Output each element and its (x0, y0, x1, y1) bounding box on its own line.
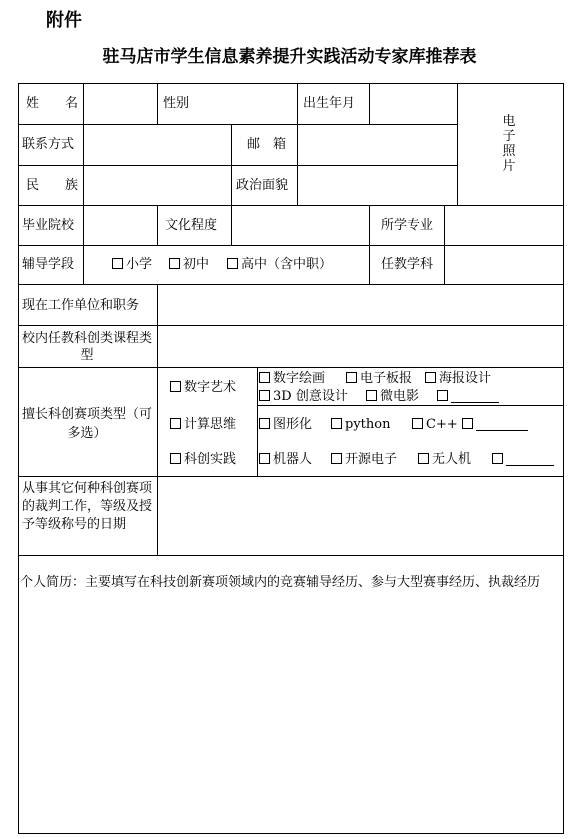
option-drone[interactable]: 无人机 (418, 451, 471, 468)
stage-option-senior[interactable]: 高中（含中职） (227, 256, 332, 273)
option-robot[interactable]: 机器人 (259, 451, 312, 468)
checkbox-icon (259, 453, 270, 464)
option-graphical[interactable]: 图形化 (259, 416, 312, 433)
school-field[interactable] (84, 206, 157, 245)
education-label: 文化程度 (165, 218, 218, 233)
checkbox-icon (169, 258, 180, 269)
name-label: 姓 名 (26, 96, 79, 111)
gender-field[interactable] (232, 84, 297, 124)
stage-label: 辅导学段 (22, 257, 75, 272)
checkbox-icon (170, 453, 181, 464)
checkbox-icon (331, 453, 342, 464)
option-other-coding[interactable] (462, 416, 528, 433)
major-field[interactable] (445, 206, 563, 245)
form-title: 驻马店市学生信息素养提升实践活动专家库推荐表 (102, 47, 477, 67)
checkbox-icon (227, 258, 238, 269)
checkbox-icon (331, 418, 342, 429)
name-field[interactable] (84, 84, 157, 124)
checkbox-icon (412, 418, 423, 429)
work-label: 现在工作单位和职务 (22, 298, 140, 313)
option-digital-painting[interactable]: 数字绘画 (259, 370, 325, 387)
work-field[interactable] (158, 285, 563, 325)
political-field[interactable] (298, 166, 457, 205)
email-field[interactable] (298, 125, 457, 165)
birth-field[interactable] (370, 84, 457, 124)
email-label: 邮 箱 (247, 137, 287, 152)
checkbox-icon (462, 418, 473, 429)
ethnicity-field[interactable] (84, 166, 231, 205)
checkbox-icon (112, 258, 123, 269)
attachment-label: 附件 (46, 10, 82, 31)
checkbox-icon (425, 372, 436, 383)
checkbox-icon (259, 418, 270, 429)
gender-label: 性别 (163, 96, 190, 111)
resume-label: 个人简历：主要填写在科技创新赛项领域内的竞赛辅导经历、参与大型赛事经历、执裁经历 (20, 575, 541, 590)
category-sci-practice[interactable]: 科创实践 (170, 451, 236, 468)
blank-line[interactable] (506, 465, 554, 466)
subject-label: 任教学科 (381, 257, 434, 272)
course-field[interactable] (158, 326, 563, 367)
political-label: 政治面貌 (236, 178, 289, 193)
blank-line[interactable] (476, 430, 528, 431)
checkbox-icon (366, 390, 377, 401)
judge-field[interactable] (158, 477, 563, 555)
option-other-practice[interactable] (492, 451, 554, 468)
option-3d-design[interactable]: 3D 创意设计 (259, 388, 348, 405)
option-e-newspaper[interactable]: 电子板报 (346, 370, 412, 387)
option-cpp[interactable]: C++ (412, 416, 458, 433)
birth-label: 出生年月 (303, 96, 356, 111)
checkbox-icon (346, 372, 357, 383)
course-label: 校内任教科创类课程类型 (22, 331, 153, 363)
checkbox-icon (492, 453, 503, 464)
category-digital-art[interactable]: 数字艺术 (170, 379, 236, 396)
specialty-label: 擅长科创赛项类型（可多选） (21, 407, 152, 441)
contact-field[interactable] (84, 125, 231, 165)
option-poster-design[interactable]: 海报设计 (425, 370, 491, 387)
contact-label: 联系方式 (22, 137, 75, 152)
checkbox-icon (418, 453, 429, 464)
school-label: 毕业院校 (22, 218, 75, 233)
major-label: 所学专业 (381, 218, 434, 233)
judge-label: 从事其它何种科创赛项的裁判工作，等级及授予等级称号的日期 (22, 481, 153, 532)
category-computational-thinking[interactable]: 计算思维 (170, 416, 236, 433)
stage-option-primary[interactable]: 小学 (112, 256, 152, 273)
education-field[interactable] (232, 206, 369, 245)
option-open-source-electronics[interactable]: 开源电子 (331, 451, 397, 468)
blank-line[interactable] (451, 402, 499, 403)
checkbox-icon (259, 372, 270, 383)
ethnicity-label: 民 族 (26, 178, 79, 193)
stage-option-junior[interactable]: 初中 (169, 256, 209, 273)
option-other-art[interactable] (437, 388, 499, 405)
checkbox-icon (170, 381, 181, 392)
subject-field[interactable] (445, 246, 563, 284)
checkbox-icon (437, 390, 448, 401)
option-micro-film[interactable]: 微电影 (366, 388, 419, 405)
option-python[interactable]: python (331, 416, 390, 433)
photo-placeholder[interactable]: 电子照片 (502, 114, 516, 174)
resume-field[interactable] (19, 612, 563, 832)
checkbox-icon (259, 390, 270, 401)
checkbox-icon (170, 418, 181, 429)
